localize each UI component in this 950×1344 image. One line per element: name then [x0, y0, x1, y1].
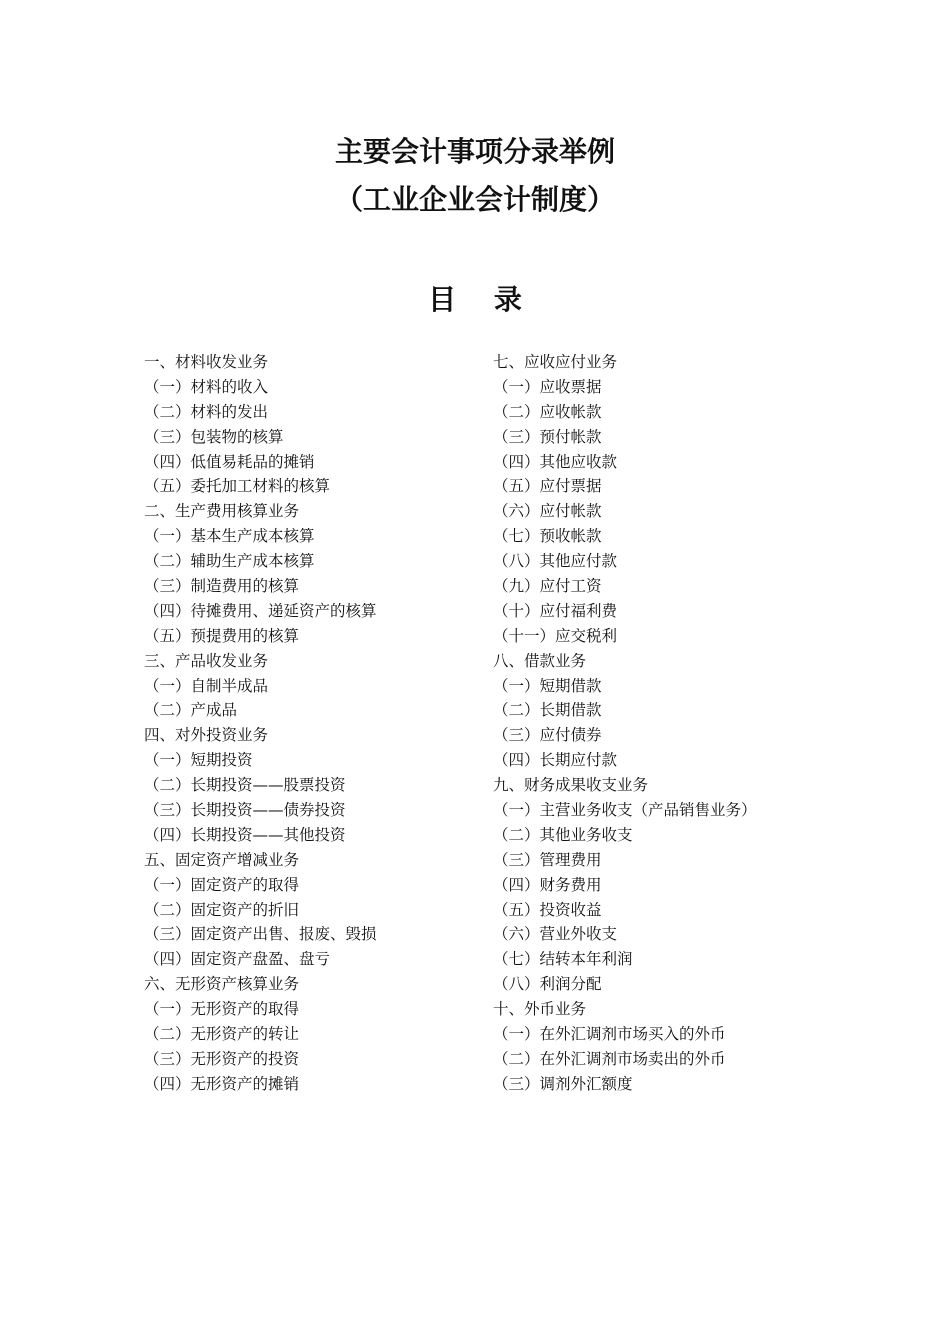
toc-entry: （三）制造费用的核算: [144, 577, 300, 596]
document-subtitle: （工业企业会计制度）: [334, 183, 615, 216]
toc-entry: （六）营业外收支: [493, 925, 618, 944]
toc-entry: （十）应付福利费: [493, 601, 618, 620]
toc-entry: （三）调剂外汇额度: [493, 1074, 633, 1093]
toc-entry: （四）固定资产盘盈、盘亏: [144, 950, 331, 969]
toc-entry: （三）包装物的核算: [144, 427, 284, 446]
toc-entry: （三）应付债券: [493, 726, 602, 745]
toc-left-column: [144, 350, 474, 1097]
toc-entry: （十一）应交税利: [493, 626, 618, 645]
toc-entry: （一）在外汇调剂市场买入的外币: [493, 1025, 726, 1044]
toc-heading: 目 录: [428, 283, 536, 316]
toc-entry: （二）长期借款: [493, 701, 602, 720]
toc-section-heading: 十、外币业务: [493, 1000, 587, 1019]
toc-section-heading: 四、对外投资业务: [144, 726, 269, 745]
toc-entry: （一）基本生产成本核算: [144, 527, 315, 546]
toc-entry: （四）财务费用: [493, 875, 602, 894]
toc-entry: （一）应收票据: [493, 377, 602, 396]
toc-entry: （三）无形资产的投资: [144, 1049, 300, 1068]
toc-entry: （一）主营业务收支（产品销售业务）: [493, 801, 757, 820]
toc-section-heading: 三、产品收发业务: [144, 651, 269, 670]
toc-entry: （四）其他应收款: [493, 452, 618, 471]
toc-entry: （二）固定资产的折旧: [144, 900, 300, 919]
toc-section-heading: 六、无形资产核算业务: [144, 975, 300, 994]
toc-section-heading: 七、应收应付业务: [493, 353, 618, 371]
toc-entry: （一）自制半成品: [144, 676, 269, 695]
toc-right-column: [493, 350, 823, 1097]
toc-entry: （二）材料的发出: [144, 402, 269, 421]
toc-entry: （一）无形资产的取得: [144, 1000, 300, 1019]
document-title: 主要会计事项分录举例: [334, 135, 615, 168]
toc-entry: （五）预提费用的核算: [144, 626, 300, 645]
toc-entry: （二）长期投资——股票投资: [144, 776, 346, 795]
toc-entry: （五）应付票据: [493, 477, 602, 496]
toc-entry: （二）产成品: [144, 701, 238, 720]
toc-entry: （四）待摊费用、递延资产的核算: [144, 601, 377, 620]
toc-section-heading: 一、材料收发业务: [144, 353, 269, 371]
toc-entry: （三）管理费用: [493, 850, 602, 869]
toc-section-heading: 五、固定资产增减业务: [144, 850, 300, 869]
toc-entry: （五）投资收益: [493, 900, 602, 919]
toc-entry: （四）无形资产的摊销: [144, 1074, 300, 1093]
toc-entry: （四）低值易耗品的摊销: [144, 452, 315, 471]
toc-entry: （二）应收帐款: [493, 402, 602, 421]
toc-entry: （三）长期投资——债券投资: [144, 801, 346, 820]
toc-entry: （四）长期应付款: [493, 751, 618, 770]
toc-entry: （一）短期借款: [493, 676, 602, 695]
toc-entry: （八）其他应付款: [493, 552, 618, 571]
toc-entry: （六）应付帐款: [493, 502, 602, 521]
toc-entry: （一）材料的收入: [144, 377, 269, 396]
toc-entry: （二）辅助生产成本核算: [144, 552, 315, 571]
toc-entry: （五）委托加工材料的核算: [144, 477, 331, 496]
toc-entry: （七）预收帐款: [493, 527, 602, 546]
toc-section-heading: 九、财务成果收支业务: [493, 776, 649, 795]
toc-entry: （三）固定资产出售、报废、毁损: [144, 925, 377, 944]
toc-entry: （二）在外汇调剂市场卖出的外币: [493, 1049, 726, 1068]
toc-entry: （一）固定资产的取得: [144, 875, 300, 894]
toc-entry: （七）结转本年利润: [493, 950, 633, 969]
toc-entry: （二）无形资产的转让: [144, 1025, 300, 1044]
toc-entry: （二）其他业务收支: [493, 825, 633, 844]
toc-entry: （四）长期投资——其他投资: [144, 825, 346, 844]
toc-entry: （三）预付帐款: [493, 427, 602, 446]
toc-section-heading: 二、生产费用核算业务: [144, 502, 300, 521]
toc-entry: （八）利润分配: [493, 975, 602, 994]
toc-section-heading: 八、借款业务: [493, 651, 587, 670]
toc-entry: （九）应付工资: [493, 577, 602, 596]
toc-entry: （一）短期投资: [144, 751, 253, 770]
